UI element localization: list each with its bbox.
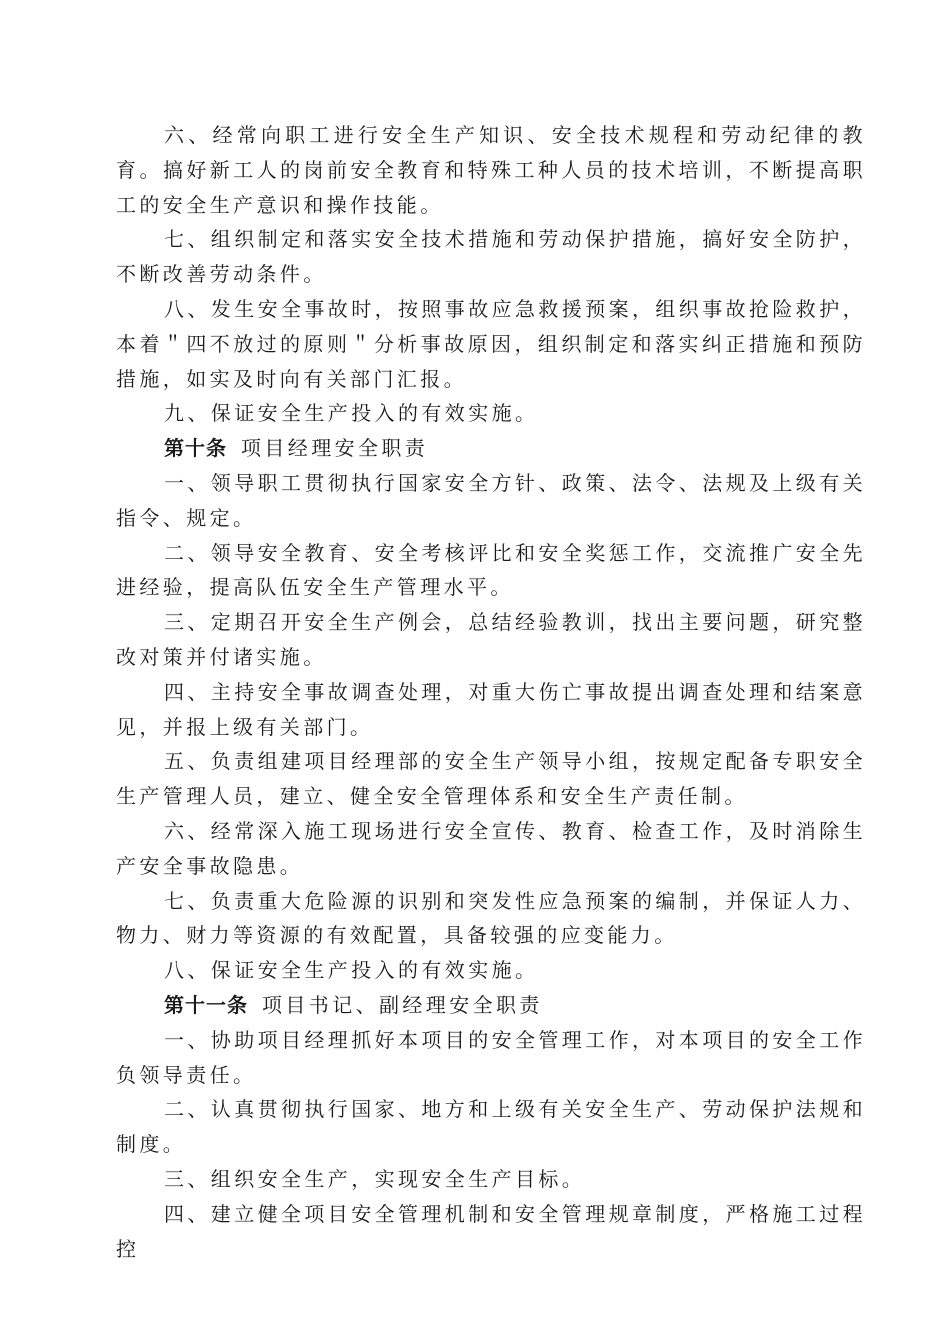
paragraph-item-2: 二、认真贯彻执行国家、地方和上级有关安全生产、劳动保护法规和制度。 <box>116 1097 866 1157</box>
paragraph-item-9-investment: 九、保证安全生产投入的有效实施。 <box>164 401 539 426</box>
article-number: 第十条 <box>164 436 227 461</box>
article-11-heading <box>116 988 866 1023</box>
article-10-heading <box>116 431 866 466</box>
paragraph-item-4: 四、主持安全事故调查处理，对重大伤亡事故提出调查处理和结案意见，并报上级有关部门。 <box>116 679 866 739</box>
paragraph-item-8-accident: 八、发生安全事故时，按照事故应急救援预案，组织事故抢险救护，本着＂四不放过的原则＂分析事故原因，组织制定和落实纠正措施和预防措施，如实及时向有关部门汇报。 <box>116 296 866 391</box>
paragraph-item-6: 六、经常深入施工现场进行安全宣传、教育、检查工作，及时消除生产安全事故隐患。 <box>116 818 866 878</box>
paragraph-item-1: 一、领导职工贯彻执行国家安全方针、政策、法令、法规及上级有关指令、规定。 <box>116 470 866 530</box>
paragraph-item-7: 七、负责重大危险源的识别和突发性应急预案的编制，并保证人力、物力、财力等资源的有效配置，具备较强的应变能力。 <box>116 888 866 948</box>
article-title: 项目经理安全职责 <box>241 436 429 461</box>
paragraph-item-4: 四、建立健全项目安全管理机制和安全管理规章制度，严格施工过程控 <box>116 1201 866 1261</box>
paragraph-item-2: 二、领导安全教育、安全考核评比和安全奖惩工作，交流推广安全先进经验，提高队伍安全生产管理水平。 <box>116 540 866 600</box>
paragraph-item-7-protection: 七、组织制定和落实安全技术措施和劳动保护措施，搞好安全防护，不断改善劳动条件。 <box>116 227 866 287</box>
paragraph-item-8: 八、保证安全生产投入的有效实施。 <box>164 958 539 983</box>
article-title: 项目书记、副经理安全职责 <box>262 992 543 1017</box>
paragraph-item-3: 三、定期召开安全生产例会，总结经验教训，找出主要问题，研究整改对策并付诸实施。 <box>116 610 866 669</box>
article-number: 第十一条 <box>164 992 248 1017</box>
document-body <box>116 118 866 1266</box>
paragraph-item-3: 三、组织安全生产，实现安全生产目标。 <box>164 1166 586 1191</box>
paragraph-item-5: 五、负责组建项目经理部的安全生产领导小组，按规定配备专职安全生产管理人员，建立、健全安全管理体系和安全生产责任制。 <box>116 749 866 809</box>
paragraph-item-1: 一、协助项目经理抓好本项目的安全管理工作，对本项目的安全工作负领导责任。 <box>116 1027 866 1087</box>
paragraph-item-6-education: 六、经常向职工进行安全生产知识、安全技术规程和劳动纪律的教育。搞好新工人的岗前安全教育和特殊工种人员的技术培训，不断提高职工的安全生产意识和操作技能。 <box>116 123 866 217</box>
